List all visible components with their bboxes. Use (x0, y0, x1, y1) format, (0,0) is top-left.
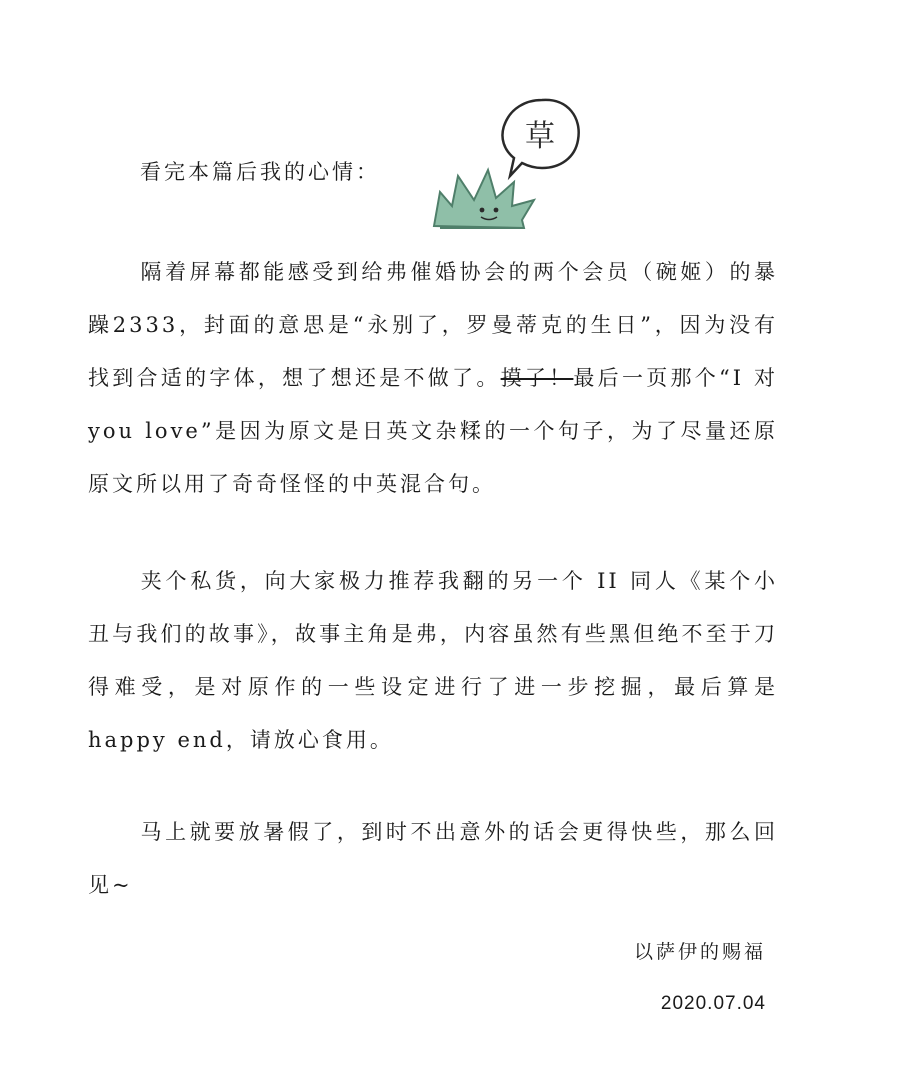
paragraph2-text: 夹个私货，向大家极力推荐我翻的另一个 II 同人《某个小丑与我们的故事》，故事主角是弗，内容虽然有些黑但绝不至于刀得难受，是对原作的一些设定进行了进一步挖掘，最后算是 happy end，请放心食用。 (88, 569, 778, 752)
paragraph1-part1: 隔着屏幕都能感受到给弗催婚协会的两个会员（碗姬）的暴躁2333，封面的意思是“永别了，罗曼蒂克的生日”，因为没有找到合适的字体，想了想还是不做了。 (88, 260, 778, 390)
signature-date: 2020.07.04 (660, 993, 766, 1014)
intro-heading: 看完本篇后我的心情： (140, 160, 380, 184)
paragraph-translation-notes (88, 246, 778, 511)
paragraph-farewell (88, 806, 778, 912)
bubble-character: 草 (525, 119, 555, 154)
grass-sticker (430, 88, 590, 238)
paragraph3-text: 马上就要放暑假了，到时不出意外的话会更得快些，那么回见~ (88, 820, 778, 897)
paragraph1-strikethrough: 摸了！ (500, 366, 574, 390)
paragraph1-part2: 最后一页那个“I 对 you love”是因为原文是日英文杂糅的一个句子，为了尽量还原原文所以用了奇奇怪怪的中英混合句。 (88, 366, 779, 496)
signature-name: 以萨伊的赐福 (633, 941, 766, 963)
paragraph-recommendation (88, 555, 778, 767)
grass-sticker-icon (430, 88, 590, 238)
